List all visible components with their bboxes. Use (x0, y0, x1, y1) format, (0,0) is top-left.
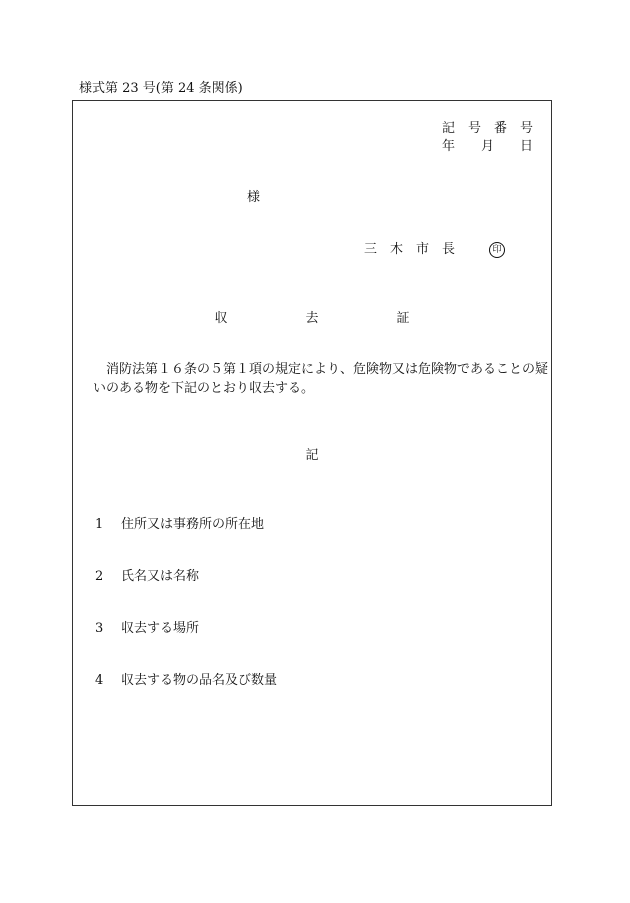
list-item (95, 620, 277, 672)
list-item (95, 672, 277, 724)
document-number-label: 記 号 番 号 (441, 121, 533, 136)
document-date-label: 年 月 日 (441, 139, 533, 154)
ki-heading: 記 (305, 448, 319, 463)
addressee-honorific: 様 (247, 190, 261, 205)
item-label: 氏名又は名称 (121, 569, 200, 584)
body-text: 消防法第１６条の５第１項の規定により、危険物又は危険物であることの疑いのある物を下記のとおり収去する。 (93, 362, 549, 396)
item-list (95, 516, 277, 724)
seal-mark: 印 (489, 242, 505, 258)
item-number: 2 (95, 569, 104, 584)
list-item (95, 568, 277, 620)
item-label: 収去する場所 (121, 621, 200, 636)
item-number: 3 (95, 621, 104, 636)
list-item (95, 516, 277, 568)
item-label: 住所又は事務所の所在地 (121, 517, 265, 532)
document-title: 収 去 証 (214, 311, 410, 326)
item-label: 収去する物の品名及び数量 (121, 673, 278, 688)
form-label: 様式第 23 号(第 24 条関係) (79, 81, 243, 96)
issuer-name: 三 木 市 長 (364, 242, 456, 257)
item-number: 4 (95, 673, 104, 688)
document-frame (72, 100, 552, 806)
item-number: 1 (95, 517, 104, 532)
